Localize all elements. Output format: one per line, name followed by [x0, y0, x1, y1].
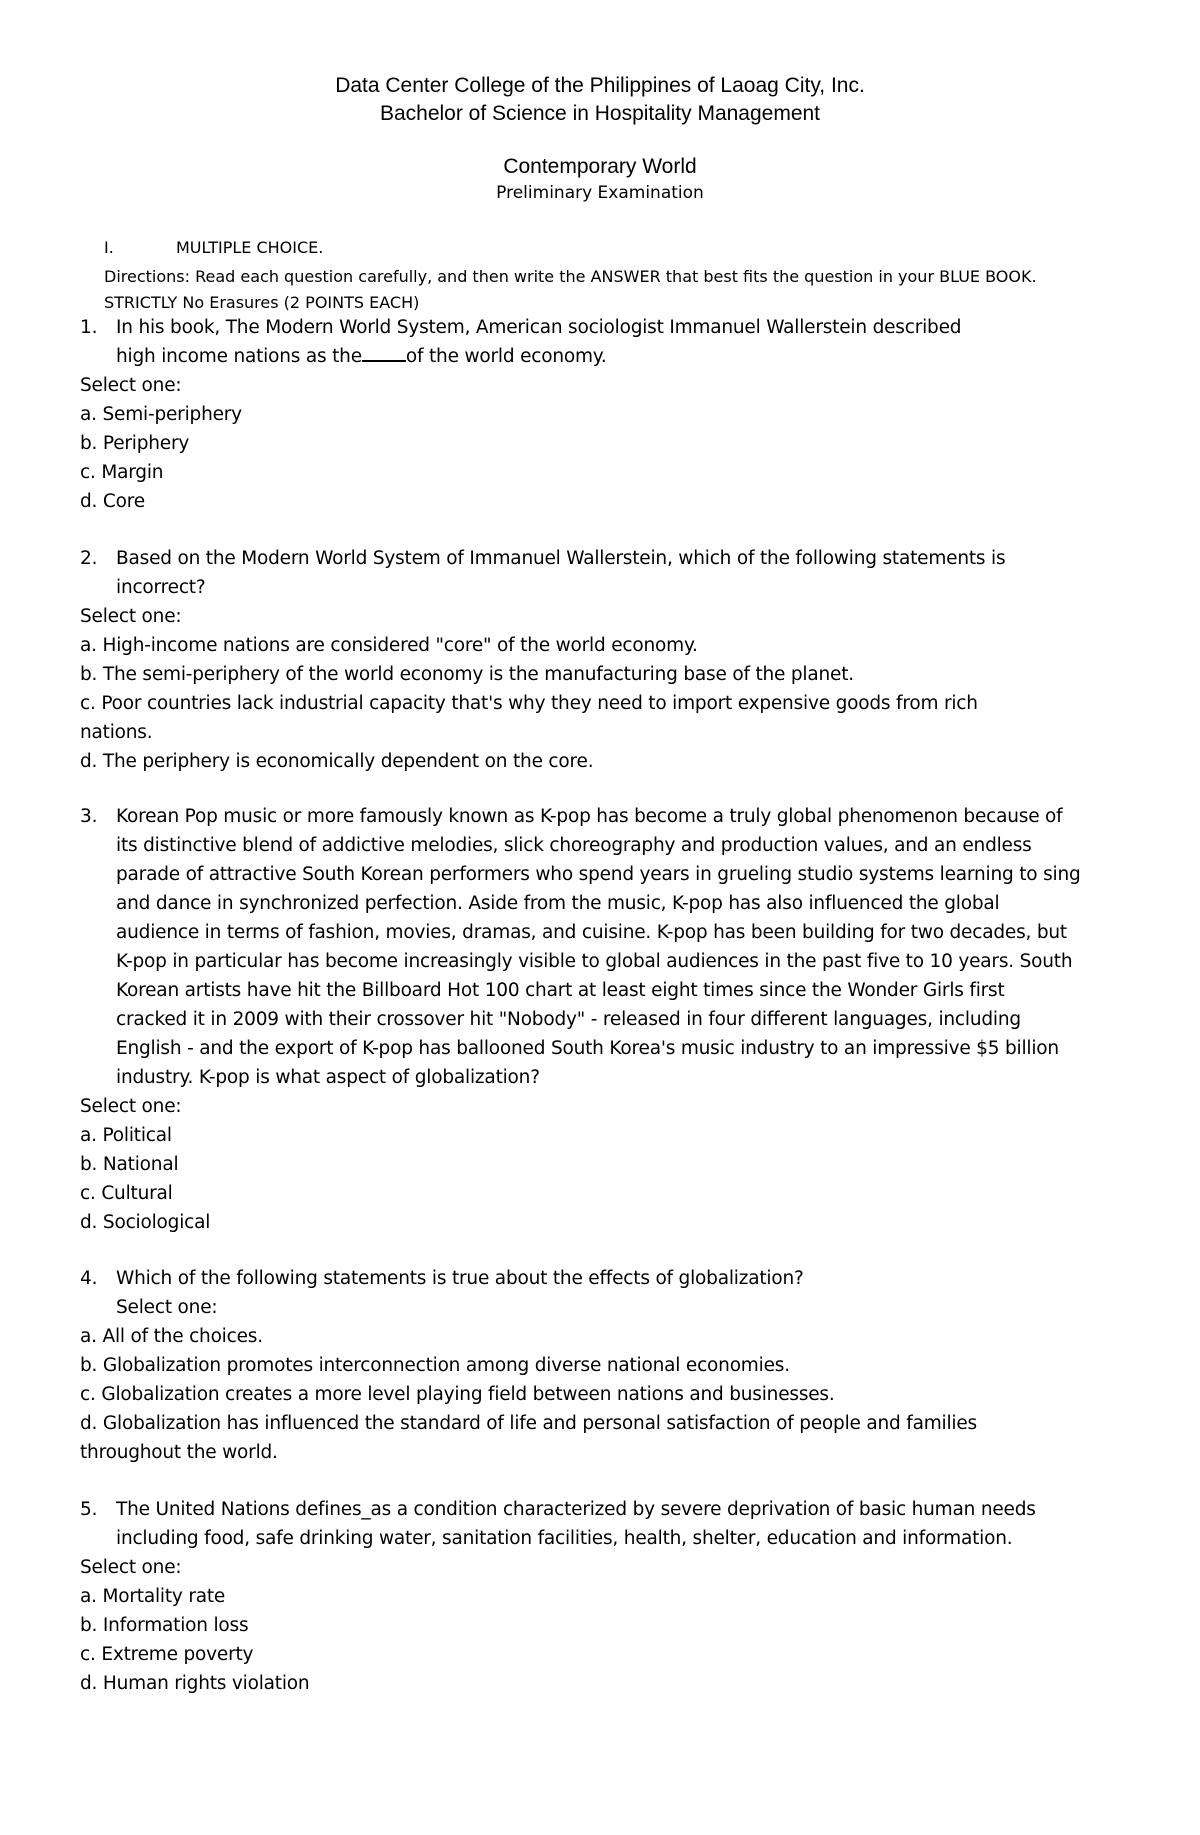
question-4 — [80, 1264, 1140, 1467]
option: c. Cultural — [80, 1183, 173, 1204]
option: d. Human rights violation — [80, 1673, 310, 1694]
question-number: 5. — [80, 1499, 98, 1520]
question-text: audience in terms of fashion, movies, dramas, and cuisine. K-pop has been building for two decades, but — [116, 922, 1067, 943]
question-text: Korean artists have hit the Billboard Hot 100 chart at least eight times since the Wonder Girls first — [116, 980, 1005, 1001]
option: d. The periphery is economically dependent on the core. — [80, 751, 594, 772]
question-number: 4. — [80, 1268, 98, 1289]
question-text: and dance in synchronized perfection. Aside from the music, K-pop has also influenced the global — [116, 893, 1000, 914]
question-text: of the world economy. — [405, 346, 607, 367]
answer-blank — [362, 342, 406, 362]
option: b. Periphery — [80, 433, 190, 454]
option: c. Margin — [80, 462, 164, 483]
question-2 — [80, 544, 1140, 776]
select-one-label: Select one: — [80, 1096, 182, 1117]
question-text: its distinctive blend of addictive melodies, slick choreography and production values, and an endless — [116, 835, 1032, 856]
question-text: Based on the Modern World System of Immanuel Wallerstein, which of the following statements is — [116, 548, 1006, 569]
question-text: incorrect? — [116, 577, 206, 598]
directions — [104, 264, 1144, 316]
select-one-label: Select one: — [80, 375, 182, 396]
option: c. Poor countries lack industrial capacity that's why they need to import expensive goods from rich — [80, 693, 978, 714]
question-text: English - and the export of K-pop has ballooned South Korea's music industry to an impressive $5 billion — [116, 1038, 1059, 1059]
course-title: Contemporary World — [503, 155, 697, 178]
option: d. Globalization has influenced the standard of life and personal satisfaction of people and families — [80, 1413, 977, 1434]
question-text: parade of attractive South Korean performers who spend years in grueling studio systems learning to sing — [116, 864, 1081, 885]
option: nations. — [80, 722, 153, 743]
option: c. Extreme poverty — [80, 1644, 254, 1665]
select-one-label: Select one: — [116, 1297, 218, 1318]
directions-line: STRICTLY No Erasures (2 POINTS EACH) — [104, 293, 420, 312]
question-text: high income nations as the — [116, 346, 362, 367]
question-5 — [80, 1495, 1140, 1698]
question-number: 3. — [80, 806, 98, 827]
option: a. All of the choices. — [80, 1326, 263, 1347]
question-text: K-pop in particular has become increasingly visible to global audiences in the past five to 10 years. South — [116, 951, 1073, 972]
exam-title: Preliminary Examination — [496, 183, 704, 203]
section-heading — [104, 238, 323, 257]
directions-line: Directions: Read each question carefully, and then write the ANSWER that best fits the question in your BLUE BOOK. — [104, 267, 1037, 286]
option: throughout the world. — [80, 1442, 278, 1463]
option: b. Information loss — [80, 1615, 249, 1636]
select-one-label: Select one: — [80, 1557, 182, 1578]
section-title: MULTIPLE CHOICE. — [176, 238, 324, 257]
question-3 — [80, 802, 1140, 1237]
option: d. Core — [80, 491, 145, 512]
option: a. Semi-periphery — [80, 404, 242, 425]
question-text: Korean Pop music or more famously known as K-pop has become a truly global phenomenon because of — [116, 806, 1063, 827]
option: a. Mortality rate — [80, 1586, 226, 1607]
option: b. The semi-periphery of the world economy is the manufacturing base of the planet. — [80, 664, 854, 685]
question-text: Which of the following statements is true about the effects of globalization? — [116, 1268, 804, 1289]
question-number: 1. — [80, 317, 98, 338]
option: a. High-income nations are considered "core" of the world economy. — [80, 635, 698, 656]
option: a. Political — [80, 1125, 172, 1146]
question-number: 2. — [80, 548, 98, 569]
option: b. Globalization promotes interconnection among diverse national economies. — [80, 1355, 790, 1376]
option: c. Globalization creates a more level playing field between nations and businesses. — [80, 1384, 835, 1405]
section-number: I. — [104, 238, 114, 257]
question-text: The United Nations defines_as a condition characterized by severe deprivation of basic human needs — [116, 1499, 1036, 1520]
question-text: cracked it in 2009 with their crossover hit "Nobody" - released in four different languages, including — [116, 1009, 1021, 1030]
institution-name: Data Center College of the Philippines of Laoag City, Inc. — [335, 74, 865, 97]
option: b. National — [80, 1154, 179, 1175]
question-text: including food, safe drinking water, sanitation facilities, health, shelter, education and information. — [116, 1528, 1013, 1549]
question-1 — [80, 313, 1140, 516]
option: d. Sociological — [80, 1212, 211, 1233]
select-one-label: Select one: — [80, 606, 182, 627]
question-text: In his book, The Modern World System, American sociologist Immanuel Wallerstein described — [116, 317, 962, 338]
question-text: industry. K-pop is what aspect of globalization? — [116, 1067, 540, 1088]
program-name: Bachelor of Science in Hospitality Management — [379, 102, 821, 125]
